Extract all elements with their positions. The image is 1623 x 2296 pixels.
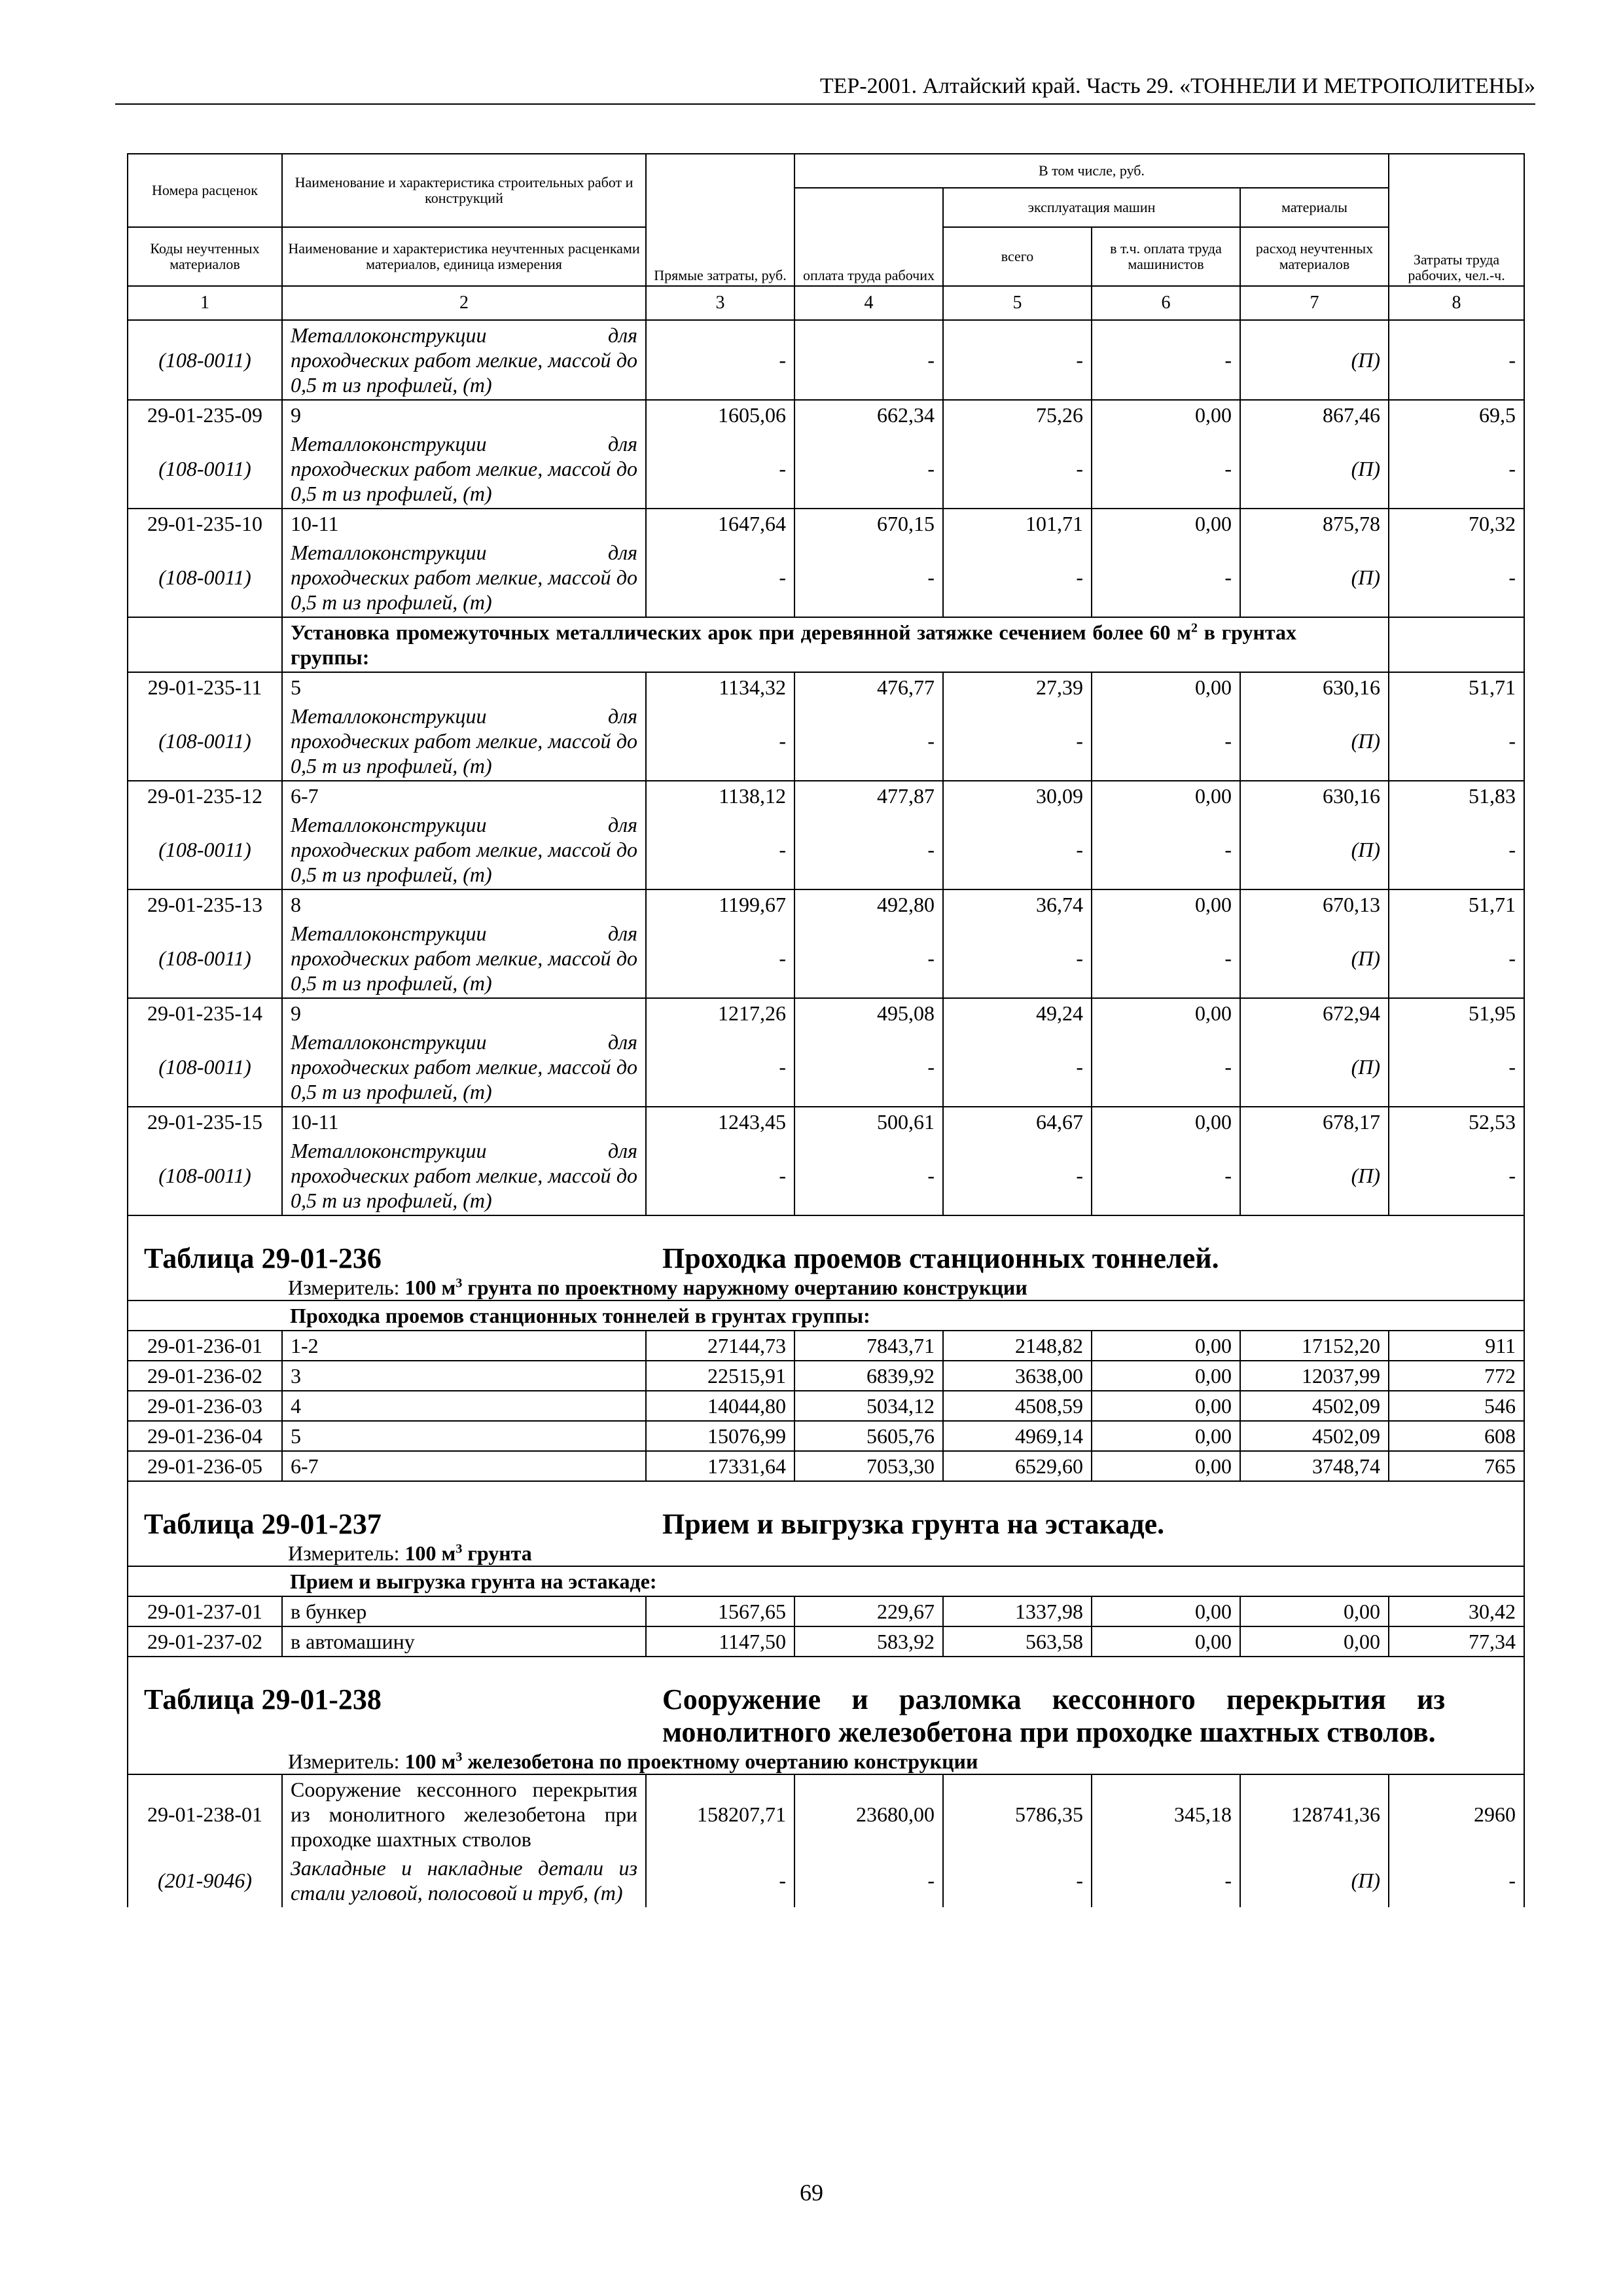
cell-dash: -	[943, 702, 1092, 781]
col2-top-header: Наименование и характеристика строительных работ и конструкций	[282, 154, 646, 227]
row-direct-cost: 15076,99	[646, 1421, 794, 1451]
row-name: Сооружение кессонного перекрытия из монолитного железобетона при проходке шахтных стволов	[282, 1774, 646, 1854]
material-row	[128, 702, 1524, 781]
cell-dash: -	[646, 1136, 794, 1215]
row-machinists-pay: 0,00	[1092, 1451, 1240, 1481]
row-labor-hours: 51,83	[1389, 781, 1524, 810]
cell-material-mark: (П)	[1240, 1136, 1389, 1215]
table-row	[128, 1626, 1524, 1657]
row-code: 29-01-235-15	[128, 1107, 282, 1136]
material-row	[128, 1028, 1524, 1107]
col-number: 5	[943, 286, 1092, 320]
material-row	[128, 810, 1524, 889]
material-text: Металлоконструкции для проходческих работ мелкие, массой до 0,5 т из профилей, (т)	[282, 1136, 646, 1215]
row-machines-total: 75,26	[943, 400, 1092, 429]
row-machines-total: 49,24	[943, 998, 1092, 1028]
table-238-name: Сооружение и разломка кессонного перекрытия из монолитного железобетона при проходке шахтных стволов.	[662, 1683, 1446, 1748]
row-labor-hours: 51,71	[1389, 889, 1524, 919]
row-machines-total: 4508,59	[943, 1391, 1092, 1421]
row-machinists-pay: 0,00	[1092, 998, 1240, 1028]
cell-dash: -	[1389, 919, 1524, 998]
cell-dash: -	[646, 919, 794, 998]
col-number: 1	[128, 286, 282, 320]
table-238-title: Таблица 29-01-238	[144, 1683, 382, 1715]
row-labor-pay: 23680,00	[794, 1774, 943, 1854]
row-name: 5	[282, 1421, 646, 1451]
col2-bottom-header: Наименование и характеристика неучтенных расценками материалов, единица измерения	[282, 227, 646, 286]
section-heading-row	[128, 617, 1524, 672]
row-materials: 875,78	[1240, 509, 1389, 538]
row-code: 29-01-236-03	[128, 1391, 282, 1421]
row-code: 29-01-238-01	[128, 1774, 282, 1854]
material-text: Металлоконструкции для проходческих работ мелкие, массой до 0,5 т из профилей, (т)	[282, 702, 646, 781]
material-row	[128, 1136, 1524, 1215]
cell-dash: -	[1389, 810, 1524, 889]
col-number: 6	[1092, 286, 1240, 320]
material-text: Металлоконструкции для проходческих работ мелкие, массой до 0,5 т из профилей, (т)	[282, 1028, 646, 1107]
row-code: 29-01-235-09	[128, 400, 282, 429]
row-labor-pay: 7053,30	[794, 1451, 943, 1481]
row-machinists-pay: 0,00	[1092, 1391, 1240, 1421]
table-237-header	[128, 1481, 1524, 1566]
row-code: 29-01-235-13	[128, 889, 282, 919]
row-name: 4	[282, 1391, 646, 1421]
cell-dash: -	[794, 810, 943, 889]
material-row	[128, 429, 1524, 509]
row-name: 9	[282, 400, 646, 429]
table-236-title: Таблица 29-01-236	[144, 1242, 382, 1274]
row-code: 29-01-235-12	[128, 781, 282, 810]
material-text: Металлоконструкции для проходческих работ мелкие, массой до 0,5 т из профилей, (т)	[282, 538, 646, 617]
table-row	[128, 1421, 1524, 1451]
row-name: 1-2	[282, 1331, 646, 1361]
cell-dash: -	[794, 429, 943, 509]
row-code: 29-01-237-02	[128, 1626, 282, 1657]
material-row	[128, 1854, 1524, 1907]
col7-header: расход неучтенных материалов	[1240, 227, 1389, 286]
cell-material-mark: (П)	[1240, 919, 1389, 998]
row-direct-cost: 158207,71	[646, 1774, 794, 1854]
table-row	[128, 1451, 1524, 1481]
row-direct-cost: 1138,12	[646, 781, 794, 810]
row-code: 29-01-236-02	[128, 1361, 282, 1391]
material-code: (108-0011)	[128, 919, 282, 998]
row-labor-pay: 662,34	[794, 400, 943, 429]
row-materials: 678,17	[1240, 1107, 1389, 1136]
material-code: (201-9046)	[128, 1854, 282, 1907]
cell-dash: -	[646, 1854, 794, 1907]
cell-dash: -	[1389, 1854, 1524, 1907]
row-labor-hours: 77,34	[1389, 1626, 1524, 1657]
row-machines-total: 36,74	[943, 889, 1092, 919]
material-text: Металлоконструкции для проходческих работ мелкие, массой до 0,5 т из профилей, (т)	[282, 810, 646, 889]
row-name: 9	[282, 998, 646, 1028]
row-materials: 670,13	[1240, 889, 1389, 919]
row-labor-pay: 583,92	[794, 1626, 943, 1657]
row-machinists-pay: 0,00	[1092, 889, 1240, 919]
row-machines-total: 30,09	[943, 781, 1092, 810]
cell-dash: -	[1389, 320, 1524, 400]
material-text: Металлоконструкции для проходческих работ мелкие, массой до 0,5 т из профилей, (т)	[282, 320, 646, 400]
row-machinists-pay: 0,00	[1092, 1107, 1240, 1136]
row-labor-hours: 51,71	[1389, 672, 1524, 702]
row-machinists-pay: 0,00	[1092, 509, 1240, 538]
row-labor-hours: 70,32	[1389, 509, 1524, 538]
cell-dash: -	[646, 320, 794, 400]
cell-dash: -	[794, 538, 943, 617]
row-machinists-pay: 0,00	[1092, 1596, 1240, 1626]
row-machines-total: 3638,00	[943, 1361, 1092, 1391]
row-direct-cost: 22515,91	[646, 1361, 794, 1391]
cell-dash: -	[1389, 702, 1524, 781]
cell-material-mark: (П)	[1240, 1854, 1389, 1907]
material-row	[128, 320, 1524, 400]
row-direct-cost: 1243,45	[646, 1107, 794, 1136]
materials-header: материалы	[1240, 188, 1389, 227]
table-row	[128, 1391, 1524, 1421]
row-direct-cost: 1199,67	[646, 889, 794, 919]
table-row	[128, 1107, 1524, 1136]
cell-dash: -	[943, 1028, 1092, 1107]
cell-dash: -	[943, 538, 1092, 617]
col1-top-header: Номера расценок	[128, 154, 282, 227]
material-code: (108-0011)	[128, 538, 282, 617]
row-code: 29-01-235-10	[128, 509, 282, 538]
cell-dash: -	[1092, 538, 1240, 617]
cell-material-mark: (П)	[1240, 538, 1389, 617]
table-body	[128, 320, 1524, 1907]
cell-dash: -	[943, 429, 1092, 509]
row-labor-hours: 30,42	[1389, 1596, 1524, 1626]
cell-dash: -	[794, 1854, 943, 1907]
row-direct-cost: 14044,80	[646, 1391, 794, 1421]
table-238-measure: Измеритель: 100 $м^3$ железобетона по проектному очертанию конструкции	[288, 1749, 978, 1773]
row-labor-pay: 500,61	[794, 1107, 943, 1136]
row-direct-cost: 1647,64	[646, 509, 794, 538]
cell-dash: -	[794, 919, 943, 998]
row-machines-total: 563,58	[943, 1626, 1092, 1657]
cell-dash: -	[646, 810, 794, 889]
row-name: в автомашину	[282, 1626, 646, 1657]
material-code: (108-0011)	[128, 810, 282, 889]
row-machinists-pay: 0,00	[1092, 1421, 1240, 1451]
row-name: 3	[282, 1361, 646, 1391]
row-machines-total: 1337,98	[943, 1596, 1092, 1626]
row-machinists-pay: 0,00	[1092, 1331, 1240, 1361]
cell-material-mark: (П)	[1240, 429, 1389, 509]
col-number: 4	[794, 286, 943, 320]
cell-dash: -	[1389, 1136, 1524, 1215]
row-direct-cost: 17331,64	[646, 1451, 794, 1481]
row-machinists-pay: 0,00	[1092, 781, 1240, 810]
row-code: 29-01-236-04	[128, 1421, 282, 1451]
cell-dash: -	[1092, 702, 1240, 781]
row-direct-cost: 1134,32	[646, 672, 794, 702]
table-237-measure: Измеритель: 100 $м^3$ грунта	[288, 1541, 532, 1565]
cell-dash: -	[943, 320, 1092, 400]
col6-header: в т.ч. оплата труда машинистов	[1092, 227, 1240, 286]
material-text: Закладные и накладные детали из стали угловой, полосовой и труб, (т)	[282, 1854, 646, 1907]
row-machinists-pay: 0,00	[1092, 672, 1240, 702]
table-row	[128, 672, 1524, 702]
cell-dash: -	[1092, 429, 1240, 509]
row-machines-total: 6529,60	[943, 1451, 1092, 1481]
material-code: (108-0011)	[128, 1136, 282, 1215]
row-name: в бункер	[282, 1596, 646, 1626]
row-labor-pay: 7843,71	[794, 1331, 943, 1361]
cell-dash: -	[646, 702, 794, 781]
table-237-name: Прием и выгрузка грунта на эстакаде.	[662, 1508, 1165, 1540]
cell-dash: -	[1092, 1854, 1240, 1907]
row-name: 8	[282, 889, 646, 919]
table-237-title: Таблица 29-01-237	[144, 1508, 382, 1540]
table-row	[128, 1361, 1524, 1391]
table-row	[128, 1774, 1524, 1854]
row-code: 29-01-235-14	[128, 998, 282, 1028]
cell-dash: -	[794, 320, 943, 400]
row-materials: 4502,09	[1240, 1421, 1389, 1451]
table-238-header	[128, 1657, 1524, 1774]
row-code: 29-01-236-01	[128, 1331, 282, 1361]
cell-dash: -	[646, 1028, 794, 1107]
row-machinists-pay: 0,00	[1092, 400, 1240, 429]
col-number: 3	[646, 286, 794, 320]
cell-dash: -	[794, 702, 943, 781]
row-name: 10-11	[282, 509, 646, 538]
price-table	[127, 153, 1525, 1907]
table-row	[128, 400, 1524, 429]
row-direct-cost: 1147,50	[646, 1626, 794, 1657]
cell-dash: -	[1092, 320, 1240, 400]
table-row	[128, 998, 1524, 1028]
row-labor-pay: 476,77	[794, 672, 943, 702]
cell-dash: -	[943, 919, 1092, 998]
table-236-name: Проходка проемов станционных тоннелей.	[662, 1242, 1219, 1274]
table-236-header	[128, 1215, 1524, 1300]
row-labor-hours: 52,53	[1389, 1107, 1524, 1136]
row-labor-pay: 492,80	[794, 889, 943, 919]
section-heading: Установка промежуточных металлических арок при деревянной затяжке сечением более 60 $м^2$ в грунтах группы:	[282, 617, 1389, 672]
header-rule	[115, 103, 1535, 105]
row-labor-hours: 608	[1389, 1421, 1524, 1451]
cell-dash: -	[1092, 1028, 1240, 1107]
col3-header: Прямые затраты, руб.	[646, 154, 794, 286]
page-header: ТЕР-2001. Алтайский край. Часть 29. «ТОННЕЛИ И МЕТРОПОЛИТЕНЫ»	[819, 74, 1535, 98]
row-materials: 3748,74	[1240, 1451, 1389, 1481]
material-code: (108-0011)	[128, 429, 282, 509]
table-row	[128, 509, 1524, 538]
row-machines-total: 64,67	[943, 1107, 1092, 1136]
row-materials: 0,00	[1240, 1626, 1389, 1657]
row-name: 5	[282, 672, 646, 702]
section-heading-row	[128, 1566, 1524, 1596]
row-labor-hours: 911	[1389, 1331, 1524, 1361]
cell-dash: -	[1092, 810, 1240, 889]
row-machines-total: 101,71	[943, 509, 1092, 538]
row-machines-total: 4969,14	[943, 1421, 1092, 1451]
row-labor-hours: 2960	[1389, 1774, 1524, 1854]
col8-header: Затраты труда рабочих, чел.-ч.	[1389, 154, 1524, 286]
material-code: (108-0011)	[128, 702, 282, 781]
row-materials: 630,16	[1240, 672, 1389, 702]
col1-bottom-header: Коды неучтенных материалов	[128, 227, 282, 286]
row-materials: 0,00	[1240, 1596, 1389, 1626]
material-code: (108-0011)	[128, 1028, 282, 1107]
table-row	[128, 889, 1524, 919]
row-direct-cost: 1605,06	[646, 400, 794, 429]
row-materials: 4502,09	[1240, 1391, 1389, 1421]
row-labor-hours: 51,95	[1389, 998, 1524, 1028]
col4-header: оплата труда рабочих	[794, 188, 943, 286]
row-machines-total: 27,39	[943, 672, 1092, 702]
row-labor-hours: 546	[1389, 1391, 1524, 1421]
row-machinists-pay: 345,18	[1092, 1774, 1240, 1854]
row-direct-cost: 1217,26	[646, 998, 794, 1028]
row-materials: 630,16	[1240, 781, 1389, 810]
row-labor-hours: 69,5	[1389, 400, 1524, 429]
col-number: 2	[282, 286, 646, 320]
row-labor-pay: 477,87	[794, 781, 943, 810]
cell-material-mark: (П)	[1240, 810, 1389, 889]
row-labor-hours: 765	[1389, 1451, 1524, 1481]
cell-dash: -	[1389, 429, 1524, 509]
section-heading: Прием и выгрузка грунта на эстакаде:	[282, 1566, 1524, 1596]
material-code: (108-0011)	[128, 320, 282, 400]
material-row	[128, 919, 1524, 998]
material-text: Металлоконструкции для проходческих работ мелкие, массой до 0,5 т из профилей, (т)	[282, 429, 646, 509]
row-materials: 867,46	[1240, 400, 1389, 429]
row-materials: 12037,99	[1240, 1361, 1389, 1391]
row-direct-cost: 1567,65	[646, 1596, 794, 1626]
table-row	[128, 1331, 1524, 1361]
row-code: 29-01-237-01	[128, 1596, 282, 1626]
machines-header: эксплуатация машин	[943, 188, 1240, 227]
table-236-measure: Измеритель: 100 $м^3$ грунта по проектному наружному очертанию конструкции	[288, 1276, 1027, 1299]
cell-dash: -	[646, 429, 794, 509]
cell-dash: -	[943, 1136, 1092, 1215]
col5-header: всего	[943, 227, 1092, 286]
cell-dash: -	[1389, 1028, 1524, 1107]
col-number: 8	[1389, 286, 1524, 320]
section-heading: Проходка проемов станционных тоннелей в грунтах группы:	[282, 1300, 1524, 1331]
row-direct-cost: 27144,73	[646, 1331, 794, 1361]
row-labor-pay: 229,67	[794, 1596, 943, 1626]
row-materials: 128741,36	[1240, 1774, 1389, 1854]
row-labor-pay: 670,15	[794, 509, 943, 538]
cell-dash: -	[1092, 1136, 1240, 1215]
page-number: 69	[800, 2179, 823, 2206]
material-row	[128, 538, 1524, 617]
col-number: 7	[1240, 286, 1389, 320]
row-name: 6-7	[282, 1451, 646, 1481]
row-name: 10-11	[282, 1107, 646, 1136]
cell-dash: -	[943, 810, 1092, 889]
row-labor-pay: 6839,92	[794, 1361, 943, 1391]
row-labor-pay: 5034,12	[794, 1391, 943, 1421]
cell-dash: -	[943, 1854, 1092, 1907]
row-machinists-pay: 0,00	[1092, 1626, 1240, 1657]
row-code: 29-01-235-11	[128, 672, 282, 702]
cell-dash: -	[646, 538, 794, 617]
cell-dash: -	[794, 1136, 943, 1215]
cell-dash: -	[794, 1028, 943, 1107]
row-materials: 672,94	[1240, 998, 1389, 1028]
cell-material-mark: (П)	[1240, 702, 1389, 781]
row-labor-pay: 495,08	[794, 998, 943, 1028]
cell-material-mark: (П)	[1240, 1028, 1389, 1107]
cell-material-mark: (П)	[1240, 320, 1389, 400]
group-header: В том числе, руб.	[794, 154, 1389, 188]
table-row	[128, 1596, 1524, 1626]
table-row	[128, 781, 1524, 810]
material-text: Металлоконструкции для проходческих работ мелкие, массой до 0,5 т из профилей, (т)	[282, 919, 646, 998]
row-machines-total: 2148,82	[943, 1331, 1092, 1361]
row-name: 6-7	[282, 781, 646, 810]
row-labor-hours: 772	[1389, 1361, 1524, 1391]
row-materials: 17152,20	[1240, 1331, 1389, 1361]
row-labor-pay: 5605,76	[794, 1421, 943, 1451]
row-machinists-pay: 0,00	[1092, 1361, 1240, 1391]
cell-dash: -	[1092, 919, 1240, 998]
row-code: 29-01-236-05	[128, 1451, 282, 1481]
section-heading-row	[128, 1300, 1524, 1331]
row-machines-total: 5786,35	[943, 1774, 1092, 1854]
cell-dash: -	[1389, 538, 1524, 617]
